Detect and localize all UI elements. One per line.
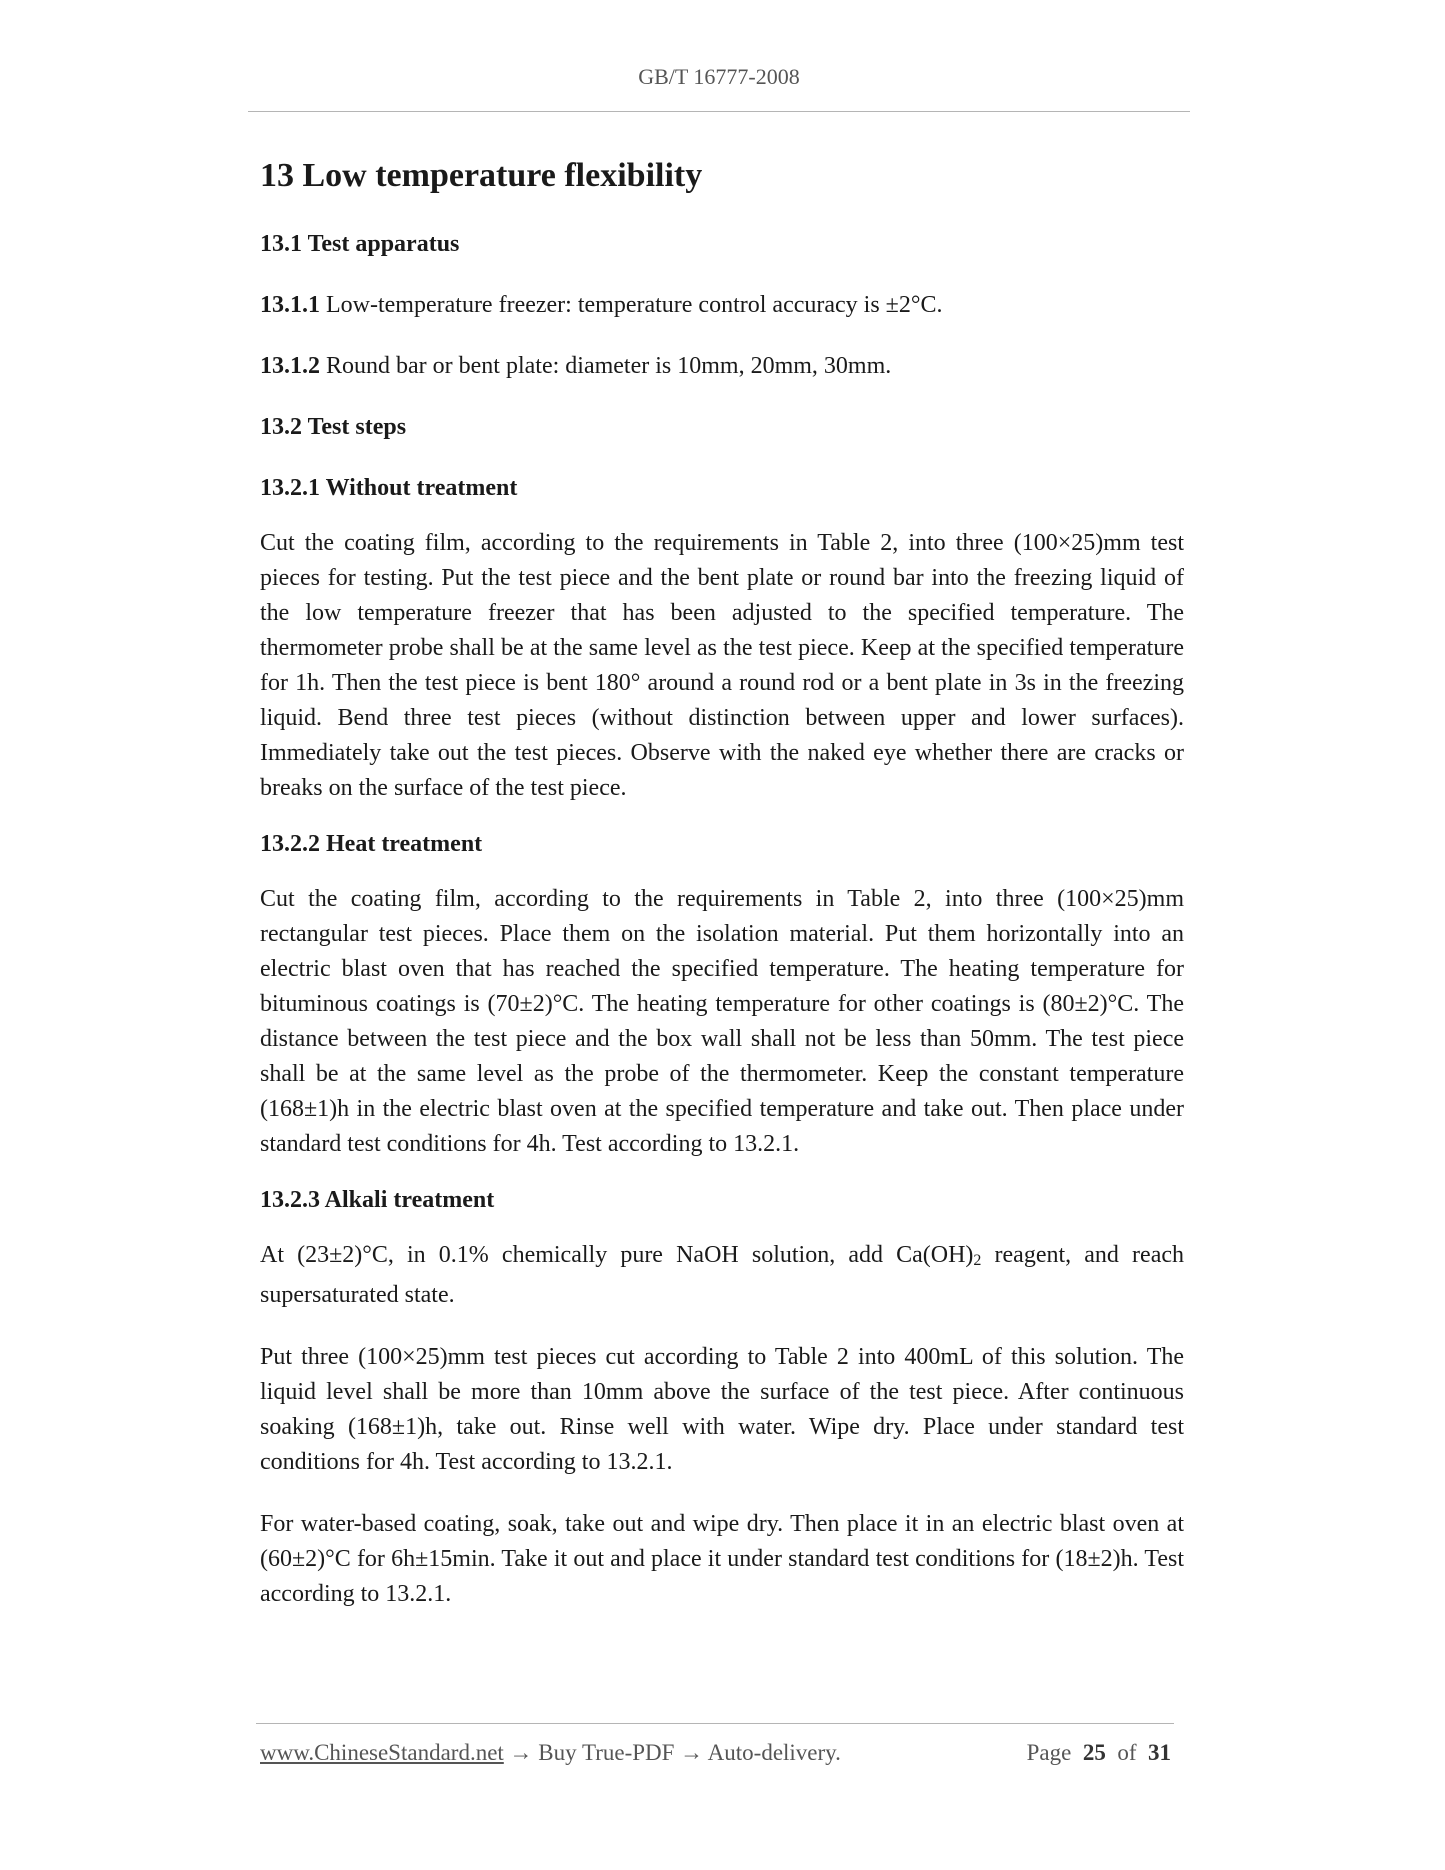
- clause-number: 13.1.2: [260, 353, 320, 379]
- page-number: 25: [1082, 1740, 1106, 1765]
- heading-13-2: 13.2 Test steps: [260, 414, 407, 440]
- paragraph-alkali-soaking: Put three (100×25)mm test pieces cut according to Table 2 into 400mL of this solution. The liquid level shall be more than 10mm above the surface of the test piece. After continuous soaking (168±1)h, take out. Rinse well with water. Wipe dry. Place under standard test conditions for 4h. Test according to 13.2.1.: [260, 1344, 1184, 1475]
- paragraph-text: At (23±2)°C, in 0.1% chemically pure NaOH solution, add Ca(OH): [260, 1242, 974, 1268]
- footer-promo: [260, 1740, 841, 1765]
- section-title: 13 Low temperature flexibility: [260, 157, 703, 194]
- paragraph-heat-treatment: Cut the coating film, according to the requirements in Table 2, into three (100×25)mm rectangular test pieces. Place them on the isolation material. Put them horizontally into an electric blast oven that has reached the specified temperature. The heating temperature for bituminous coatings is (70±2)°C. The heating temperature for other coatings is (80±2)°C. The distance between the test piece and the box wall shall not be less than 50mm. The test piece shall be at the same level as the probe of the thermometer. Keep the constant temperature (168±1)h in the electric blast oven at the specified temperature and take out. Then place under standard test conditions for 4h. Test according to 13.2.1.: [260, 886, 1184, 1157]
- heading-13-1: 13.1 Test apparatus: [260, 231, 460, 257]
- of-label: of: [1117, 1740, 1137, 1765]
- footer-divider: [256, 1723, 1174, 1724]
- promo-text: → Buy True-PDF → Auto-delivery.: [503, 1740, 841, 1765]
- paragraph-water-based: For water-based coating, soak, take out and wipe dry. Then place it in an electric blast oven at (60±2)°C for 6h±15min. Take it out and place it under standard test conditions for (18±2)h. Test according to 13.2.1.: [260, 1511, 1184, 1607]
- paragraph-without-treatment: Cut the coating film, according to the requirements in Table 2, into three (100×25)mm test pieces for testing. Put the test piece and the bent plate or round bar into the freezing liquid of the low temperature freezer that has been adjusted to the specified temperature. The thermometer probe shall be at the same level as the test piece. Keep at the specified temperature for 1h. Then the test piece is bent 180° around a round rod or a bent plate in 3s in the freezing liquid. Bend three test pieces (without distinction between upper and lower surfaces). Immediately take out the test pieces. Observe with the naked eye whether there are cracks or breaks on the surface of the test piece.: [260, 530, 1184, 801]
- page-indicator: [1027, 1740, 1171, 1766]
- page-footer: [260, 1740, 1174, 1766]
- heading-13-2-1: 13.2.1 Without treatment: [260, 475, 518, 501]
- website-link[interactable]: www.ChineseStandard.net: [260, 1740, 504, 1765]
- subscript: 2: [973, 1252, 982, 1269]
- clause-number: 13.1.1: [260, 292, 320, 318]
- header-divider: [248, 111, 1190, 112]
- clause-text: Round bar or bent plate: diameter is 10mm, 20mm, 30mm.: [326, 353, 892, 379]
- heading-13-2-3: 13.2.3 Alkali treatment: [260, 1187, 495, 1213]
- page-header: GB/T 16777-2008: [638, 64, 800, 89]
- paragraph-text: reagent, and reach supersaturated state.: [260, 1242, 1184, 1308]
- clause-13-1-1: [260, 288, 1184, 322]
- page-content: [260, 152, 1184, 1612]
- page-label: Page: [1026, 1740, 1072, 1765]
- clause-13-1-2: [260, 349, 1184, 383]
- page-total: 31: [1148, 1740, 1171, 1765]
- paragraph-alkali-solution: [260, 1238, 1184, 1313]
- heading-13-2-2: 13.2.2 Heat treatment: [260, 831, 483, 857]
- clause-text: Low-temperature freezer: temperature control accuracy is ±2°C.: [326, 292, 943, 318]
